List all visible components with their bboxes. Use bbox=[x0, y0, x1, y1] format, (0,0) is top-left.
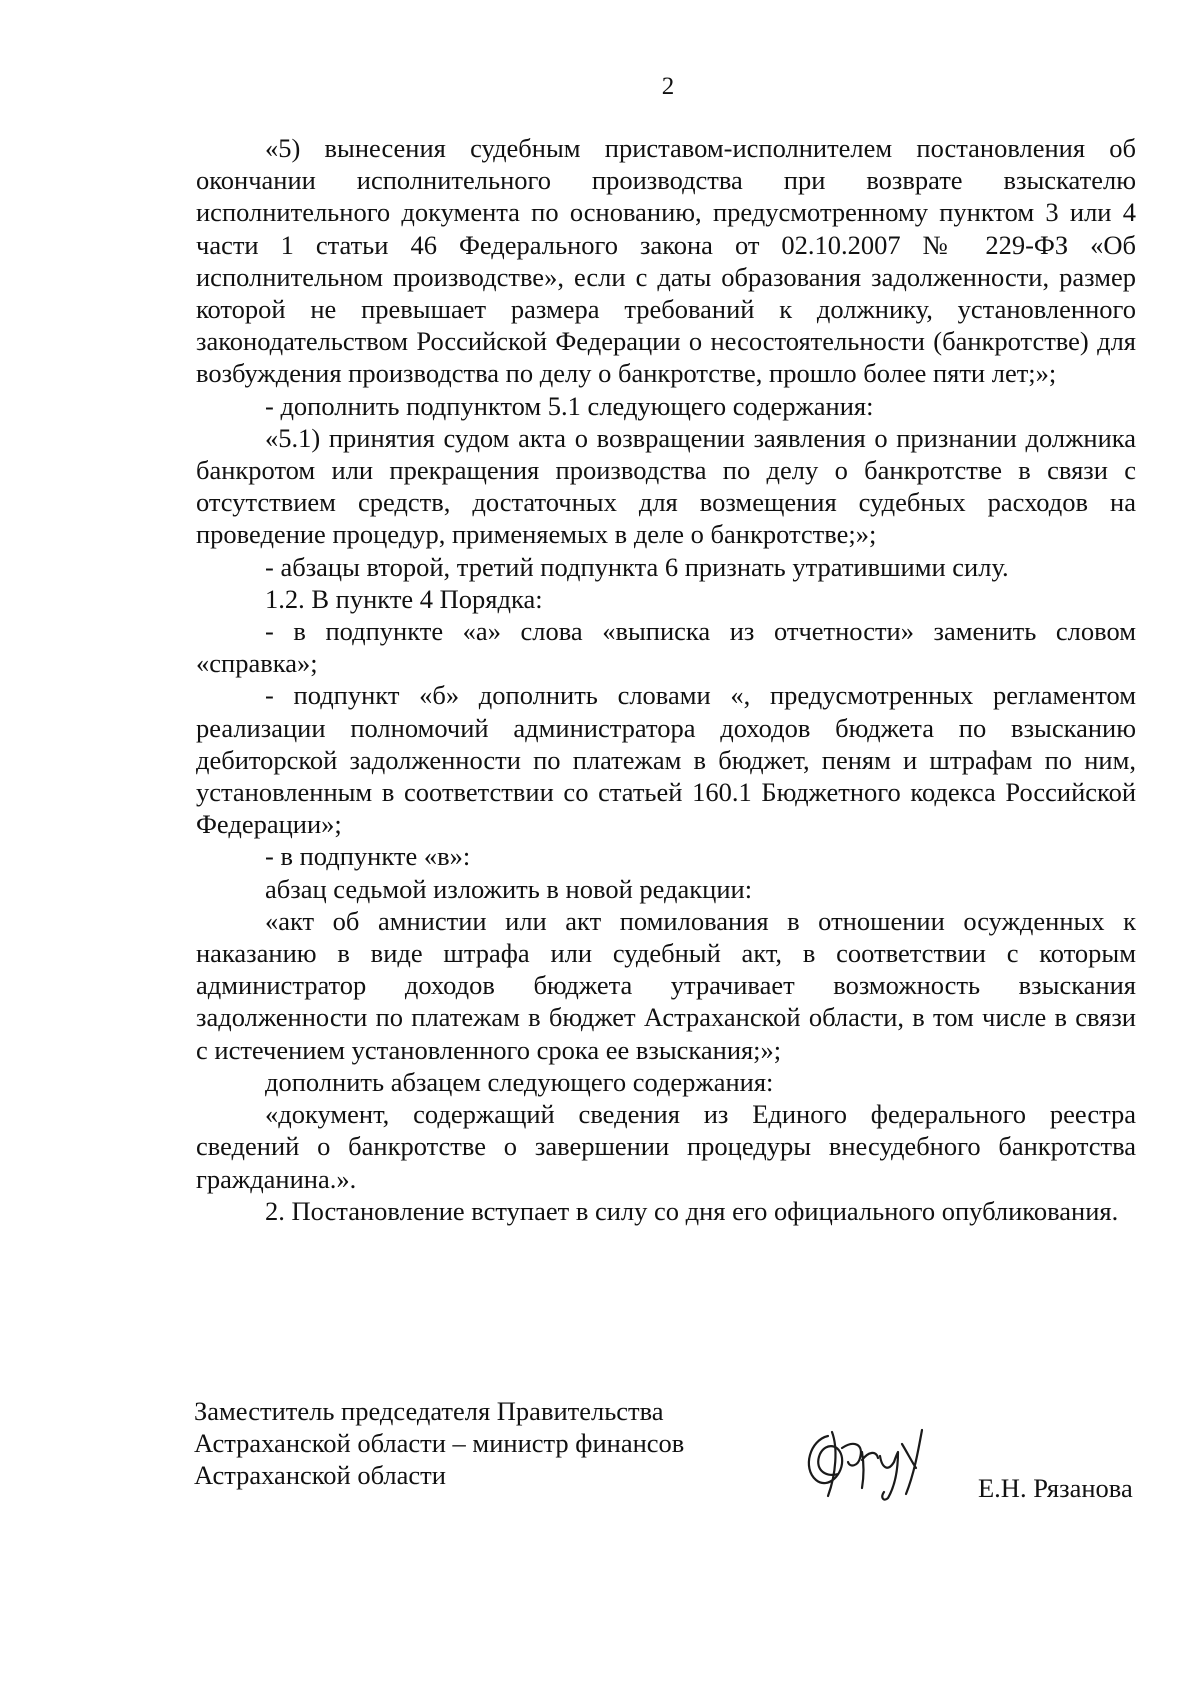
paragraph-item-5: «5) вынесения судебным приставом-исполнителем постановления об окончании исполнительного производства при возврате взыскателю исполнительного документа по основанию, предусмотренному пунктом 3 или 4 части 1 статьи 46 Федерального закона от 02.10.2007 № 229-ФЗ «Об исполнительном производстве», если с даты образования задолженности, размер которой не превышает размера требований к должнику, установленного законодательством Российской Федерации о несостоятельности (банкротстве) для возбуждения производства по делу о банкротстве, прошло более пяти лет;»; bbox=[196, 133, 1136, 389]
paragraph-amnesty-act: «акт об амнистии или акт помилования в отношении осужденных к наказанию в виде штрафа или судебный акт, в соответствии с которым администратор доходов бюджета утрачивает возможность взыскания задолженности по платежам в бюджет Астраханской области, в том числе в связи с истечением установленного срока ее взыскания;»; bbox=[196, 905, 1136, 1065]
document-body bbox=[196, 132, 1136, 1227]
paragraph-subitem-a: - в подпункте «а» слова «выписка из отчетности» заменить словом «справка»; bbox=[196, 616, 1136, 679]
page-number: 2 bbox=[661, 73, 675, 100]
paragraph-section-1-2: 1.2. В пункте 4 Порядка: bbox=[265, 583, 543, 614]
paragraph-subitem-b: - подпункт «б» дополнить словами «, предусмотренных регламентом реализации полномочий администратора доходов бюджета по взысканию дебиторской задолженности по платежам в бюджет, пеням и штрафам по ним, установленным в соответствии со статьей 160.1 Бюджетного кодекса Российской Федерации»; bbox=[196, 680, 1136, 840]
signer-name: Е.Н. Рязанова bbox=[978, 1473, 1133, 1503]
paragraph-repeal-item-6: - абзацы второй, третий подпункта 6 признать утратившими силу. bbox=[265, 551, 1009, 582]
paragraph-bankruptcy-register: «документ, содержащий сведения из Единого федерального реестра сведений о банкротстве о завершении процедуры внесудебного банкротства гражданина.». bbox=[196, 1099, 1136, 1194]
paragraph-entry-into-force: 2. Постановление вступает в силу со дня его официального опубликования. bbox=[265, 1195, 1119, 1226]
handwritten-signature-icon bbox=[798, 1418, 938, 1504]
paragraph-subitem-v: - в подпункте «в»: bbox=[265, 841, 471, 872]
paragraph-seventh-abzac: абзац седьмой изложить в новой редакции: bbox=[265, 873, 753, 904]
paragraph-add-abzac: дополнить абзацем следующего содержания: bbox=[265, 1066, 774, 1097]
paragraph-item-5-1: «5.1) принятия судом акта о возвращении заявления о признании должника банкротом или прекращения производства по делу о банкротстве в связи с отсутствием средств, достаточных для возмещения судебных расходов на проведение процедур, применяемых в деле о банкротстве;»; bbox=[196, 422, 1136, 550]
paragraph-add-item-5-1: - дополнить подпунктом 5.1 следующего содержания: bbox=[265, 390, 874, 421]
signatory-position-line: Астраханской области – министр финансов bbox=[194, 1428, 685, 1458]
signatory-position-line: Заместитель председателя Правительства bbox=[194, 1396, 664, 1426]
signatory-position-line: Астраханской области bbox=[194, 1460, 446, 1490]
signatory-position bbox=[194, 1395, 754, 1491]
